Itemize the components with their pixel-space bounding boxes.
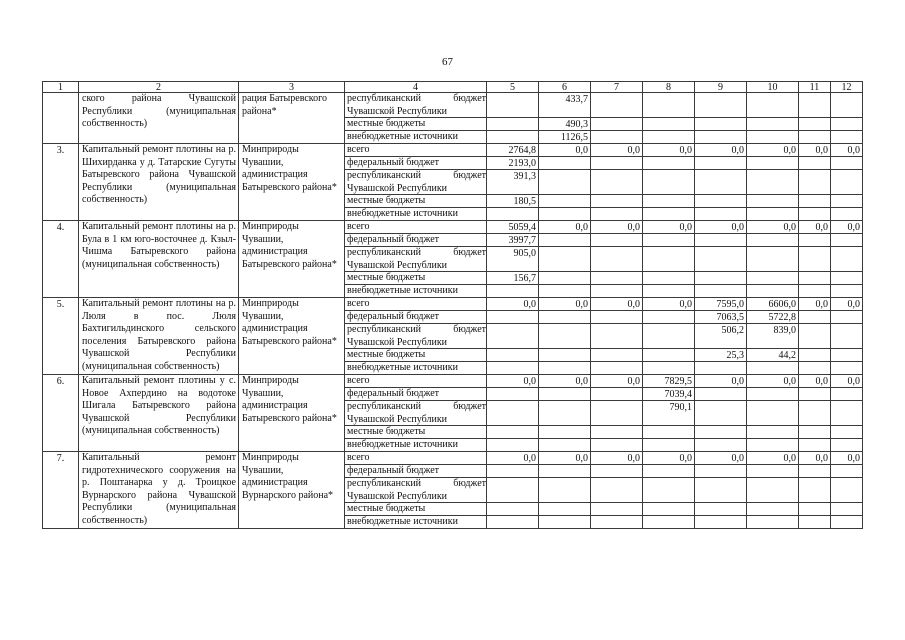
- amount-cell: [695, 388, 747, 401]
- executor-name: рация Батыревского района*: [239, 93, 345, 144]
- amount-cell: [643, 516, 695, 529]
- amount-cell: [643, 465, 695, 478]
- amount-cell: 0,0: [539, 452, 591, 465]
- amount-cell: [799, 362, 831, 375]
- amount-cell: [591, 118, 643, 131]
- amount-cell: [799, 503, 831, 516]
- funding-source: местные бюджеты: [345, 349, 487, 362]
- column-header-12: 12: [831, 81, 863, 93]
- amount-cell: 0,0: [747, 375, 799, 388]
- amount-cell: [487, 324, 539, 349]
- funding-source: федеральный бюджет: [345, 388, 487, 401]
- amount-cell: [747, 247, 799, 272]
- amount-cell: [643, 234, 695, 247]
- amount-cell: [799, 208, 831, 221]
- project-name: Капитальный ремонт плотины на р. Шихирданка у д. Татарские Сугуты Батыревского района Чувашской Республики (муниципальная собственность): [79, 144, 239, 221]
- amount-cell: [643, 324, 695, 349]
- amount-cell: [487, 208, 539, 221]
- amount-cell: 1126,5: [539, 131, 591, 144]
- amount-cell: [487, 401, 539, 426]
- amount-cell: 0,0: [487, 452, 539, 465]
- amount-cell: [747, 478, 799, 503]
- funding-source: всего: [345, 375, 487, 388]
- amount-cell: [539, 439, 591, 452]
- funding-source: всего: [345, 144, 487, 157]
- funding-source: местные бюджеты: [345, 426, 487, 439]
- amount-cell: [799, 516, 831, 529]
- amount-cell: [799, 324, 831, 349]
- amount-cell: 25,3: [695, 349, 747, 362]
- amount-cell: [831, 324, 863, 349]
- amount-cell: [747, 131, 799, 144]
- executor-name: Минприроды Чувашии, администрация Батыревского района*: [239, 298, 345, 375]
- amount-cell: 0,0: [695, 144, 747, 157]
- funding-source: внебюджетные источники: [345, 362, 487, 375]
- funding-source: всего: [345, 298, 487, 311]
- amount-cell: [695, 157, 747, 170]
- amount-cell: [747, 426, 799, 439]
- amount-cell: [799, 195, 831, 208]
- amount-cell: [747, 439, 799, 452]
- amount-cell: [539, 247, 591, 272]
- column-header-7: 7: [591, 81, 643, 93]
- row-number: 6.: [42, 375, 79, 452]
- amount-cell: [831, 311, 863, 324]
- project-name: Капитальный ремонт плотины на р. Люля в пос. Люля Бахтигильдинского сельского поселения Батыревского района Чувашской Республики (муниципальная собственность): [79, 298, 239, 375]
- amount-cell: [539, 234, 591, 247]
- amount-cell: [591, 234, 643, 247]
- amount-cell: [695, 234, 747, 247]
- column-header-2: 2: [79, 81, 239, 93]
- executor-name: Минприроды Чувашии, администрация Батыревского района*: [239, 221, 345, 298]
- amount-cell: 2193,0: [487, 157, 539, 170]
- funding-source: всего: [345, 221, 487, 234]
- amount-cell: [747, 272, 799, 285]
- amount-cell: 905,0: [487, 247, 539, 272]
- project-name: ского района Чувашской Республики (муниципальная собственность): [79, 93, 239, 144]
- amount-cell: 0,0: [695, 375, 747, 388]
- amount-cell: 490,3: [539, 118, 591, 131]
- amount-cell: [539, 285, 591, 298]
- funding-source: республиканский бюджет Чувашской Республики: [347, 170, 486, 194]
- amount-cell: [591, 208, 643, 221]
- amount-cell: 0,0: [643, 452, 695, 465]
- amount-cell: [539, 426, 591, 439]
- amount-cell: 0,0: [591, 144, 643, 157]
- amount-cell: [539, 311, 591, 324]
- amount-cell: 391,3: [487, 170, 539, 195]
- amount-cell: [695, 131, 747, 144]
- amount-cell: [831, 401, 863, 426]
- amount-cell: [831, 503, 863, 516]
- amount-cell: [591, 503, 643, 516]
- amount-cell: [539, 362, 591, 375]
- amount-cell: [799, 285, 831, 298]
- funding-source: республиканский бюджет Чувашской Республики: [347, 324, 486, 348]
- amount-cell: [487, 465, 539, 478]
- amount-cell: 0,0: [831, 221, 863, 234]
- amount-cell: 0,0: [539, 144, 591, 157]
- amount-cell: [539, 478, 591, 503]
- amount-cell: [831, 234, 863, 247]
- amount-cell: [831, 465, 863, 478]
- executor-name: Минприроды Чувашии, администрация Вурнарского района*: [239, 452, 345, 529]
- funding-source: республиканский бюджет Чувашской Республики: [347, 478, 486, 502]
- amount-cell: [831, 195, 863, 208]
- funding-source: внебюджетные источники: [345, 516, 487, 529]
- amount-cell: [643, 285, 695, 298]
- amount-cell: 0,0: [695, 452, 747, 465]
- amount-cell: [799, 234, 831, 247]
- amount-cell: [831, 131, 863, 144]
- amount-cell: [747, 157, 799, 170]
- amount-cell: [831, 478, 863, 503]
- amount-cell: [831, 272, 863, 285]
- amount-cell: [747, 503, 799, 516]
- amount-cell: 7829,5: [643, 375, 695, 388]
- amount-cell: 5059,4: [487, 221, 539, 234]
- funding-source: федеральный бюджет: [345, 311, 487, 324]
- amount-cell: [831, 93, 863, 118]
- amount-cell: [487, 516, 539, 529]
- amount-cell: [487, 93, 539, 118]
- amount-cell: [747, 118, 799, 131]
- amount-cell: 180,5: [487, 195, 539, 208]
- amount-cell: [695, 503, 747, 516]
- amount-cell: 0,0: [487, 298, 539, 311]
- amount-cell: [799, 311, 831, 324]
- amount-cell: [539, 157, 591, 170]
- project-name: Капитальный ремонт плотины на р. Була в 1 км юго-восточнее д. Кзыл-Чишма Батыревского района (муниципальная собственность): [79, 221, 239, 298]
- column-header-6: 6: [539, 81, 591, 93]
- amount-cell: 0,0: [747, 452, 799, 465]
- amount-cell: [799, 157, 831, 170]
- amount-cell: [747, 285, 799, 298]
- funding-source: местные бюджеты: [345, 118, 487, 131]
- amount-cell: [643, 439, 695, 452]
- amount-cell: 0,0: [799, 221, 831, 234]
- amount-cell: [799, 465, 831, 478]
- amount-cell: [591, 157, 643, 170]
- funding-source: внебюджетные источники: [345, 208, 487, 221]
- amount-cell: [831, 349, 863, 362]
- amount-cell: [831, 439, 863, 452]
- column-header-3: 3: [239, 81, 345, 93]
- amount-cell: 7063,5: [695, 311, 747, 324]
- amount-cell: 0,0: [831, 452, 863, 465]
- amount-cell: 506,2: [695, 324, 747, 349]
- amount-cell: [487, 426, 539, 439]
- amount-cell: [643, 478, 695, 503]
- amount-cell: [695, 439, 747, 452]
- column-header-4: 4: [345, 81, 487, 93]
- amount-cell: 0,0: [643, 144, 695, 157]
- project-name: Капитальный ремонт плотины у с. Новое Ахпердино на водотоке Шигала Батыревского района Чувашской Республики (муниципальная собственность): [79, 375, 239, 452]
- amount-cell: [591, 272, 643, 285]
- funding-source: внебюджетные источники: [345, 131, 487, 144]
- amount-cell: [643, 131, 695, 144]
- amount-cell: 0,0: [831, 375, 863, 388]
- amount-cell: [799, 478, 831, 503]
- amount-cell: [539, 195, 591, 208]
- amount-cell: 0,0: [831, 298, 863, 311]
- amount-cell: [831, 208, 863, 221]
- row-number: 4.: [42, 221, 79, 298]
- amount-cell: [591, 349, 643, 362]
- amount-cell: [747, 465, 799, 478]
- amount-cell: 44,2: [747, 349, 799, 362]
- column-header-10: 10: [747, 81, 799, 93]
- amount-cell: 0,0: [643, 221, 695, 234]
- executor-name: Минприроды Чувашии, администрация Батыревского района*: [239, 144, 345, 221]
- funding-source: федеральный бюджет: [345, 234, 487, 247]
- amount-cell: 0,0: [591, 375, 643, 388]
- amount-cell: [695, 170, 747, 195]
- funding-source: республиканский бюджет Чувашской Республики: [347, 93, 486, 117]
- amount-cell: [539, 170, 591, 195]
- amount-cell: [487, 478, 539, 503]
- amount-cell: [487, 285, 539, 298]
- amount-cell: [487, 439, 539, 452]
- amount-cell: 0,0: [539, 221, 591, 234]
- amount-cell: [831, 118, 863, 131]
- amount-cell: [799, 272, 831, 285]
- amount-cell: [643, 272, 695, 285]
- row-number: 3.: [42, 144, 79, 221]
- row-number: 5.: [42, 298, 79, 375]
- amount-cell: 156,7: [487, 272, 539, 285]
- amount-cell: [487, 388, 539, 401]
- amount-cell: [831, 247, 863, 272]
- executor-name: Минприроды Чувашии, администрация Батыревского района*: [239, 375, 345, 452]
- amount-cell: [799, 401, 831, 426]
- amount-cell: [539, 324, 591, 349]
- funding-source: федеральный бюджет: [345, 465, 487, 478]
- amount-cell: [643, 311, 695, 324]
- amount-cell: 839,0: [747, 324, 799, 349]
- amount-cell: 0,0: [591, 298, 643, 311]
- amount-cell: [487, 118, 539, 131]
- amount-cell: [747, 388, 799, 401]
- amount-cell: [643, 118, 695, 131]
- amount-cell: [591, 439, 643, 452]
- amount-cell: [591, 170, 643, 195]
- amount-cell: 3997,7: [487, 234, 539, 247]
- amount-cell: [695, 516, 747, 529]
- amount-cell: [799, 118, 831, 131]
- amount-cell: [799, 93, 831, 118]
- page-number: 67: [442, 56, 453, 68]
- funding-source: внебюджетные источники: [345, 285, 487, 298]
- amount-cell: [695, 247, 747, 272]
- amount-cell: [747, 234, 799, 247]
- amount-cell: [591, 311, 643, 324]
- amount-cell: 0,0: [591, 452, 643, 465]
- column-header-8: 8: [643, 81, 695, 93]
- amount-cell: [591, 388, 643, 401]
- amount-cell: [695, 478, 747, 503]
- funding-source: местные бюджеты: [345, 272, 487, 285]
- amount-cell: [695, 118, 747, 131]
- amount-cell: [643, 247, 695, 272]
- amount-cell: [643, 170, 695, 195]
- amount-cell: [487, 362, 539, 375]
- amount-cell: [747, 208, 799, 221]
- column-header-9: 9: [695, 81, 747, 93]
- amount-cell: [539, 465, 591, 478]
- amount-cell: [539, 516, 591, 529]
- amount-cell: 0,0: [539, 375, 591, 388]
- funding-table: [42, 81, 863, 573]
- amount-cell: 0,0: [799, 298, 831, 311]
- amount-cell: 0,0: [747, 221, 799, 234]
- amount-cell: [831, 426, 863, 439]
- amount-cell: 0,0: [591, 221, 643, 234]
- row-number: 7.: [42, 452, 79, 529]
- amount-cell: 790,1: [643, 401, 695, 426]
- amount-cell: [695, 426, 747, 439]
- funding-source: всего: [345, 452, 487, 465]
- column-header-11: 11: [799, 81, 831, 93]
- amount-cell: [695, 208, 747, 221]
- amount-cell: [695, 362, 747, 375]
- funding-source: федеральный бюджет: [345, 157, 487, 170]
- amount-cell: [539, 272, 591, 285]
- amount-cell: [831, 516, 863, 529]
- amount-cell: 0,0: [831, 144, 863, 157]
- amount-cell: [591, 401, 643, 426]
- funding-source: республиканский бюджет Чувашской Республики: [347, 401, 486, 425]
- amount-cell: [695, 272, 747, 285]
- amount-cell: 7595,0: [695, 298, 747, 311]
- project-name: Капитальный ремонт гидротехнического сооружения на р. Поштанарка у д. Троицкое Вурнарского района Чувашской Республики (муниципальная собственность): [79, 452, 239, 529]
- funding-source: республиканский бюджет Чувашской Республики: [347, 247, 486, 271]
- funding-source: местные бюджеты: [345, 195, 487, 208]
- amount-cell: 0,0: [799, 144, 831, 157]
- amount-cell: [591, 131, 643, 144]
- amount-cell: [591, 195, 643, 208]
- column-header-5: 5: [487, 81, 539, 93]
- amount-cell: [799, 247, 831, 272]
- amount-cell: [643, 195, 695, 208]
- amount-cell: [799, 349, 831, 362]
- amount-cell: [591, 247, 643, 272]
- amount-cell: 0,0: [643, 298, 695, 311]
- amount-cell: [695, 93, 747, 118]
- amount-cell: [643, 349, 695, 362]
- amount-cell: [799, 388, 831, 401]
- amount-cell: 6606,0: [747, 298, 799, 311]
- amount-cell: [747, 401, 799, 426]
- amount-cell: [487, 131, 539, 144]
- amount-cell: [591, 285, 643, 298]
- amount-cell: [799, 426, 831, 439]
- amount-cell: 7039,4: [643, 388, 695, 401]
- amount-cell: [591, 478, 643, 503]
- amount-cell: [539, 349, 591, 362]
- row-number: [42, 93, 79, 144]
- amount-cell: [643, 362, 695, 375]
- funding-source: местные бюджеты: [345, 503, 487, 516]
- amount-cell: [747, 362, 799, 375]
- amount-cell: [591, 426, 643, 439]
- amount-cell: [747, 170, 799, 195]
- amount-cell: [643, 208, 695, 221]
- amount-cell: [695, 285, 747, 298]
- amount-cell: [831, 388, 863, 401]
- amount-cell: [539, 503, 591, 516]
- amount-cell: [747, 516, 799, 529]
- amount-cell: [643, 503, 695, 516]
- amount-cell: [591, 362, 643, 375]
- amount-cell: [643, 93, 695, 118]
- amount-cell: [591, 516, 643, 529]
- amount-cell: 2764,8: [487, 144, 539, 157]
- amount-cell: [643, 157, 695, 170]
- amount-cell: [747, 195, 799, 208]
- amount-cell: [799, 131, 831, 144]
- amount-cell: [799, 439, 831, 452]
- amount-cell: [487, 311, 539, 324]
- amount-cell: [831, 157, 863, 170]
- amount-cell: 0,0: [799, 375, 831, 388]
- amount-cell: [539, 388, 591, 401]
- amount-cell: 0,0: [747, 144, 799, 157]
- amount-cell: [591, 324, 643, 349]
- amount-cell: [487, 503, 539, 516]
- amount-cell: [831, 170, 863, 195]
- amount-cell: [591, 465, 643, 478]
- column-header-1: 1: [42, 81, 79, 93]
- amount-cell: 0,0: [799, 452, 831, 465]
- amount-cell: [539, 208, 591, 221]
- amount-cell: 5722,8: [747, 311, 799, 324]
- amount-cell: [831, 362, 863, 375]
- amount-cell: 0,0: [487, 375, 539, 388]
- amount-cell: [695, 401, 747, 426]
- amount-cell: [799, 170, 831, 195]
- amount-cell: 0,0: [695, 221, 747, 234]
- amount-cell: 0,0: [539, 298, 591, 311]
- funding-source: внебюджетные источники: [345, 439, 487, 452]
- amount-cell: [487, 349, 539, 362]
- amount-cell: 433,7: [539, 93, 591, 118]
- amount-cell: [591, 93, 643, 118]
- amount-cell: [695, 465, 747, 478]
- amount-cell: [643, 426, 695, 439]
- amount-cell: [539, 401, 591, 426]
- amount-cell: [695, 195, 747, 208]
- amount-cell: [747, 93, 799, 118]
- amount-cell: [831, 285, 863, 298]
